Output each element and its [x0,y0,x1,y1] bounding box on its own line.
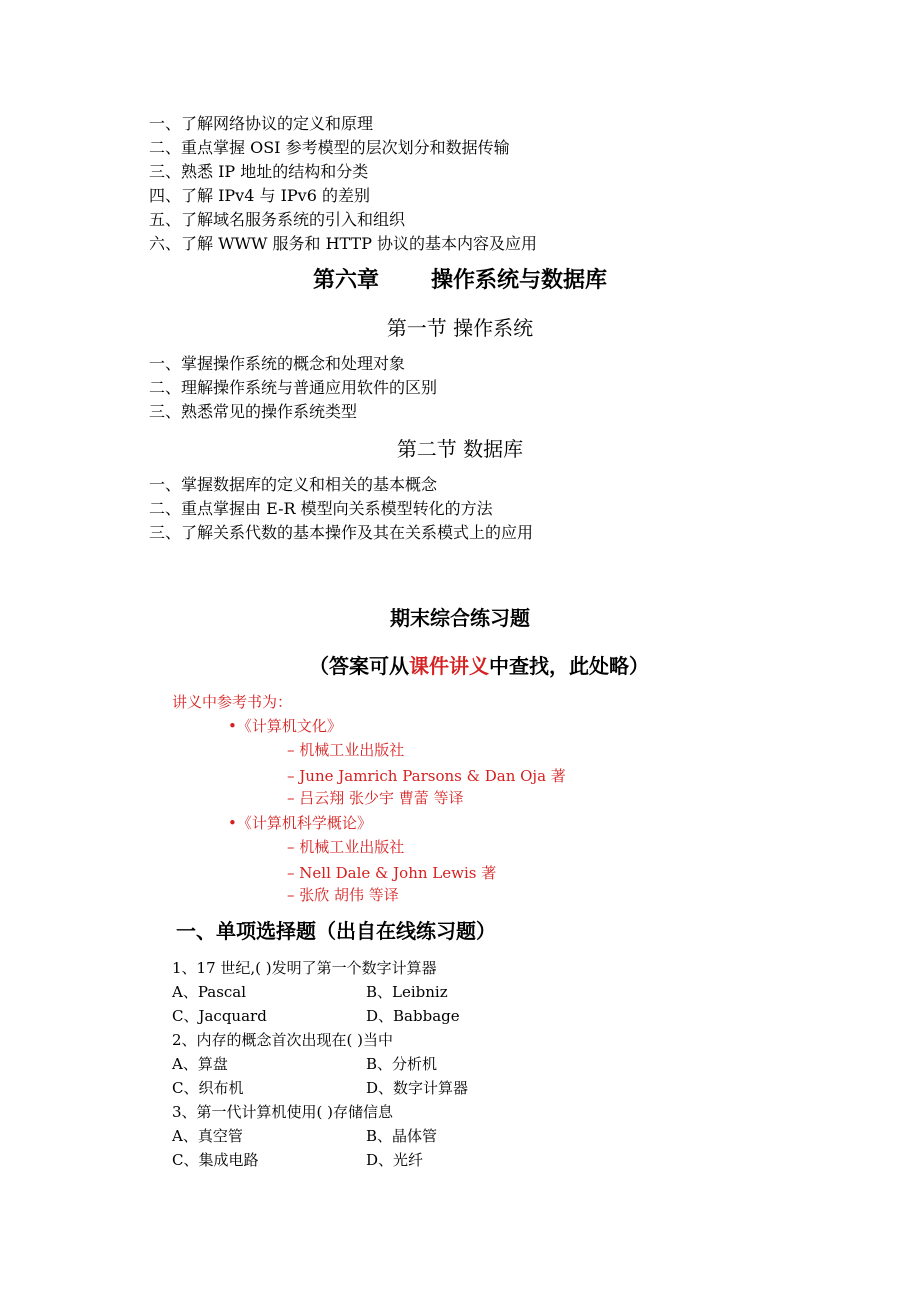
exercises-title: 期末综合练习题 [390,606,530,630]
question-stem: 2、内存的概念首次出现在( )当中 [172,1031,394,1049]
exercises-subtitle [0,652,920,680]
option: D、数字计算器 [366,1079,469,1097]
option: C、集成电路 [172,1151,259,1169]
chapter-number: 第六章 [312,268,379,293]
section-title: 第一节 操作系统 [386,316,534,340]
list-item: 一、了解网络协议的定义和原理 [149,114,374,133]
list-item: 三、熟悉常见的操作系统类型 [149,402,358,421]
option: A、算盘 [172,1055,228,1073]
list-item: 二、理解操作系统与普通应用软件的区别 [149,378,438,397]
subtitle-suffix: 中查找，此处略） [489,654,649,678]
option: A、Pascal [172,983,247,1001]
option: B、晶体管 [366,1127,438,1145]
list-item: 三、熟悉 IP 地址的结构和分类 [149,162,369,181]
option: B、分析机 [366,1055,438,1073]
option: C、Jacquard [172,1007,267,1025]
section-title: 第二节 数据库 [396,437,524,461]
question-stem: 1、17 世纪,( )发明了第一个数字计算器 [172,959,437,977]
option: C、织布机 [172,1079,244,1097]
mcq-section-title: 一、单项选择题（出自在线练习题） [176,919,496,943]
chapter-heading [0,266,920,296]
chapter-title: 操作系统与数据库 [431,268,608,293]
option: A、真空管 [172,1127,243,1145]
option: B、Leibniz [366,983,448,1001]
book-detail: – Nell Dale & John Lewis 著 [287,864,497,882]
book-detail: – 吕云翔 张少宇 曹蕾 等译 [287,789,464,807]
list-item: 五、了解域名服务系统的引入和组织 [149,210,406,229]
list-item: 一、掌握操作系统的概念和处理对象 [149,354,406,373]
book-detail: – 机械工业出版社 [287,838,405,856]
list-item: 二、重点掌握由 E-R 模型向关系模型转化的方法 [149,499,493,518]
book-detail: – 机械工业出版社 [287,741,405,759]
references-intro: 讲义中参考书为： [172,693,293,711]
book-title: •《计算机文化》 [228,717,342,735]
option: D、Babbage [366,1007,460,1025]
subtitle-highlight: 课件讲义 [409,654,489,678]
book-detail: – June Jamrich Parsons & Dan Oja 著 [287,767,566,785]
list-item: 三、了解关系代数的基本操作及其在关系模式上的应用 [149,523,534,542]
option: D、光纤 [366,1151,424,1169]
list-item: 二、重点掌握 OSI 参考模型的层次划分和数据传输 [149,138,510,157]
book-detail: – 张欣 胡伟 等译 [287,886,399,904]
list-item: 一、掌握数据库的定义和相关的基本概念 [149,475,438,494]
list-item: 四、了解 IPv4 与 IPv6 的差别 [149,186,370,205]
book-title: •《计算机科学概论》 [228,814,372,832]
subtitle-prefix: （答案可从 [309,654,409,678]
list-item: 六、了解 WWW 服务和 HTTP 协议的基本内容及应用 [149,234,538,253]
question-stem: 3、第一代计算机使用( )存储信息 [172,1103,394,1121]
